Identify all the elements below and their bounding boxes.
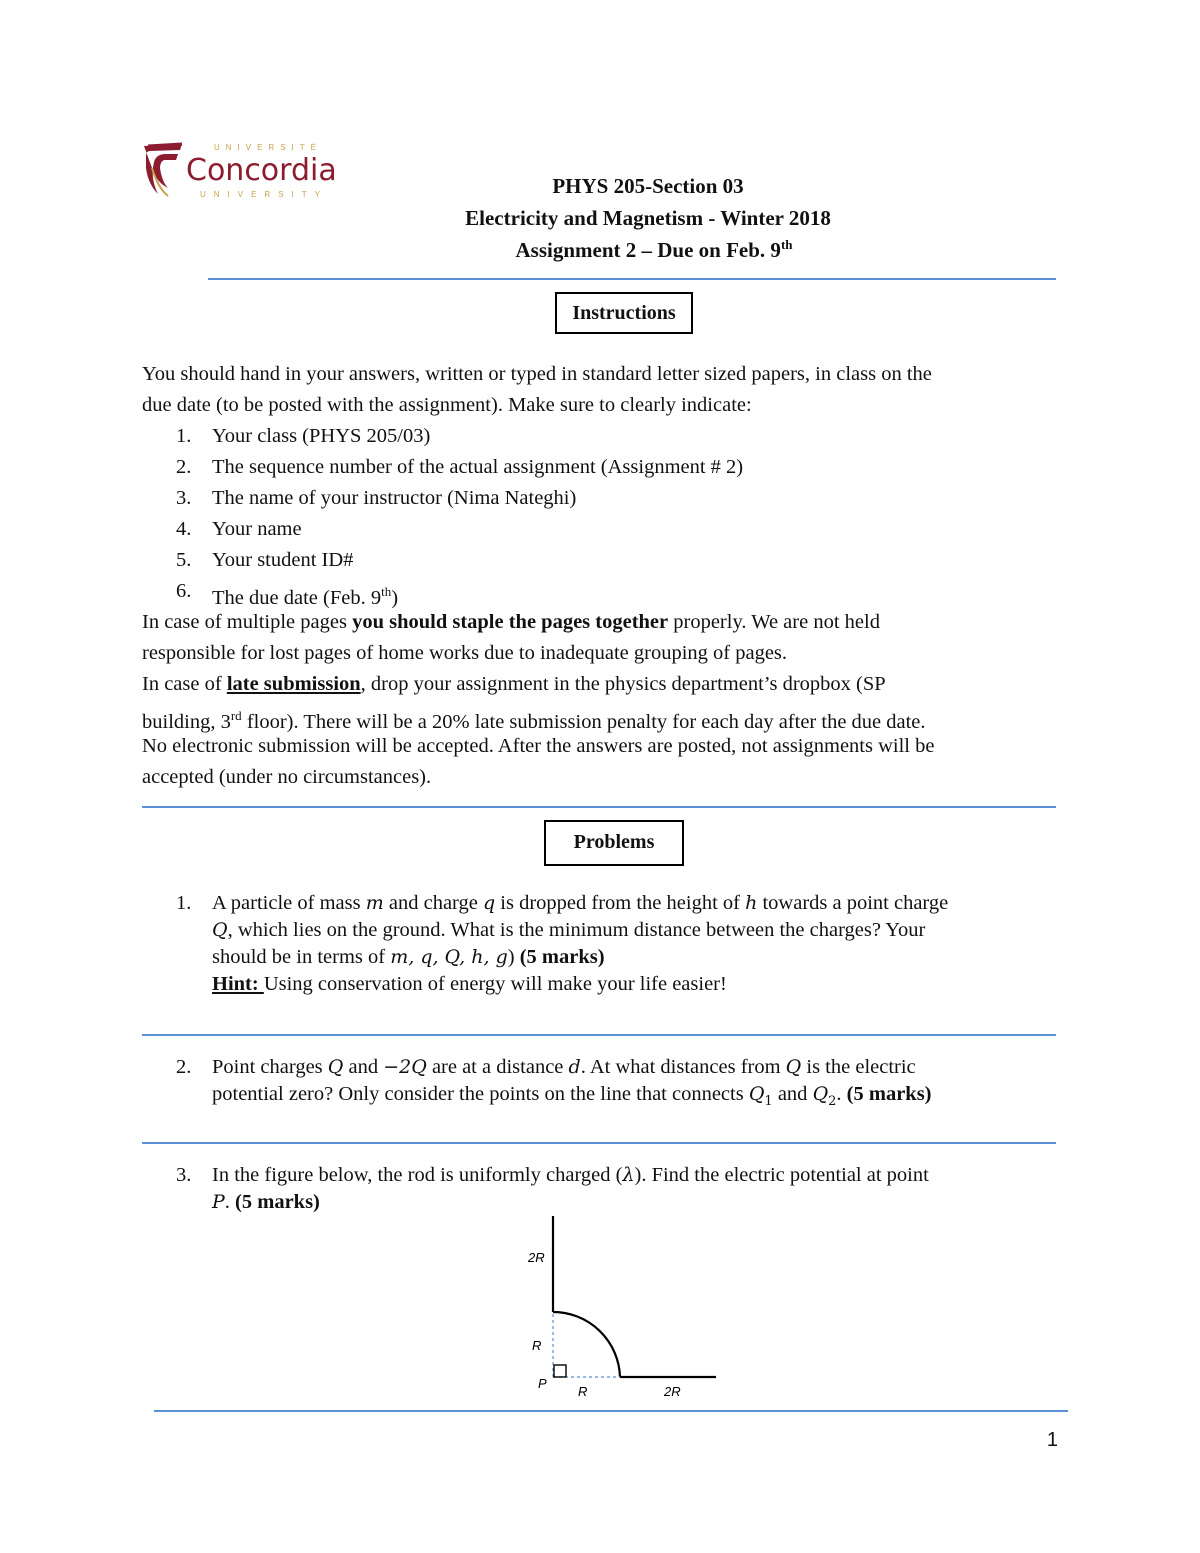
problem-3-body [212,1162,1072,1216]
list-item-num: 6. [176,580,192,602]
label-2R-vertical: 2R [528,1250,545,1265]
list-item-num: 3. [176,487,192,509]
p1-l1d: towards a point charge [757,892,949,914]
p3-l2b: . [224,1191,236,1213]
p3-marks: (5 marks) [235,1191,320,1213]
page-number: 1 [1046,1429,1058,1451]
list-item-num: 1. [176,425,192,447]
p1-Q: Q [212,919,228,941]
late2-pre: building, 3 [142,710,231,733]
label-R-horizontal: R [578,1384,588,1399]
list-item-num: 5. [176,549,192,571]
due-date-sup: th [381,584,392,599]
late-post: , drop your assignment in the physics department’s dropbox (SP [360,673,886,695]
assignment-due [54,237,1200,263]
p2-sub-1: 1 [764,1094,773,1110]
logo-top-text: UNIVERSITÉ [213,143,323,152]
right-angle-marker [554,1365,566,1377]
logo-name: Concordia [186,153,337,188]
label-R-vertical: R [532,1338,542,1353]
due-date-text: The due date (Feb. 9 [212,586,382,609]
problem-1-line-2 [212,917,1072,944]
p2-marks: (5 marks) [846,1083,932,1105]
late-line [142,669,886,700]
p2-d: d [568,1056,581,1078]
problem-3-line-1 [212,1162,1072,1189]
staple-line-2: responsible for lost pages of home works due to inadequate grouping of pages. [142,642,788,664]
p2-Q-2: Q [812,1083,829,1105]
p1-hint-text: Using conservation of energy will make your life easier! [263,973,727,995]
late-pre: In case of [142,673,227,695]
course-subject: Electricity and Magnetism - Winter 2018 [465,206,831,230]
instructions-intro-1: You should hand in your answers, written or typed in standard letter sized papers, in class on the [142,363,932,385]
problem-2-line-2 [212,1081,1072,1115]
staple-bold: you should staple the pages together [352,611,669,633]
late-bold: late submission [226,673,361,695]
footer-divider [154,1410,1068,1412]
staple-post: properly. We are not held [668,611,880,633]
problem-1 [176,890,1076,1010]
p2-l1b: are at a distance [426,1056,569,1078]
p3-lambda: λ [622,1164,635,1186]
list-item-num: 2. [176,456,192,478]
p1-l2: , which lies on the ground. What is the minimum distance between the charges? Your [227,919,926,941]
logo-bottom-text: UNIVERSITY [199,190,329,199]
p2-Q2: Q [785,1056,802,1078]
course-title: PHYS 205-Section 03 [552,174,744,198]
p2-sub-2: 2 [828,1094,837,1110]
p2-m2Q: −2Q [383,1056,427,1078]
rod-figure [520,1210,730,1410]
p1-l3a: should be in terms of [212,946,391,968]
list-item-text: The sequence number of the actual assignment (Assignment # 2) [212,456,744,478]
list-item-text: Your class (PHYS 205/03) [212,425,431,447]
late2-sup: rd [230,708,242,723]
problem-1-line-1 [212,890,1072,917]
p1-hint-label: Hint: [212,973,264,995]
quarter-arc [553,1312,620,1377]
assignment-due-text: Assignment 2 – Due on Feb. 9 [515,238,781,262]
p2-dot: . [836,1083,847,1105]
instructions-intro-2: due date (to be posted with the assignment). Make sure to clearly indicate: [142,394,752,416]
p1-l3-math: m, q, Q, h, g [390,946,508,968]
list-item-text: The name of your instructor (Nima Nateghi) [212,487,577,509]
problem-2-line-1 [212,1054,1072,1081]
list-item-num: 4. [176,518,192,540]
label-2R-horizontal: 2R [664,1384,681,1399]
late-line-3: No electronic submission will be accepted. After the answers are posted, not assignments will be [142,735,935,757]
problem-1-hint [212,971,1072,998]
instructions-divider [142,806,1056,808]
problem-2-body [212,1054,1072,1115]
p1-h: h [745,892,758,914]
p3-l1b: ). Find the electric potential at point [634,1164,929,1186]
p1-l1a: A particle of mass [212,892,366,914]
p1-marks: (5 marks) [519,946,605,968]
label-P: P [538,1376,547,1391]
staple-line [142,607,880,638]
p1-m: m [365,892,384,914]
p1-l3b: ) [507,946,520,968]
list-item-text: Your name [212,518,302,540]
p2-l1a: Point charges [212,1056,328,1078]
problem-3-num: 3. [176,1164,192,1186]
problem-2 [176,1054,1076,1114]
p2-and2: and [772,1083,813,1105]
p3-l1a: In the figure below, the rod is uniformly charged ( [212,1164,623,1186]
p2-Q: Q [327,1056,344,1078]
p2-Q-1: Q [748,1083,765,1105]
p2-l2a: potential zero? Only consider the points on the line that connects [212,1083,749,1105]
p3-P: P [212,1191,225,1213]
p1-l1b: and charge [383,892,483,914]
late-line-4: accepted (under no circumstances). [142,766,432,788]
list-item-text: Your student ID# [212,549,354,571]
problem-2-num: 2. [176,1056,192,1078]
problem-2-divider [142,1142,1056,1144]
late2-post: floor). There will be a 20% late submission penalty for each day after the due date. [241,710,926,733]
problem-1-num: 1. [176,892,192,914]
assignment-due-sup: th [780,237,793,252]
problem-1-divider [142,1034,1056,1036]
staple-pre: In case of multiple pages [142,611,353,633]
p2-l1c: . At what distances from [580,1056,786,1078]
problem-1-line-3 [212,944,1072,971]
p2-and: and [343,1056,384,1078]
p1-l1c: is dropped from the height of [495,892,746,914]
p2-l1d: is the electric [801,1056,916,1078]
due-date-end: ) [391,586,399,609]
instructions-title: Instructions [555,292,693,334]
problem-1-body [212,890,1072,998]
header-divider [208,278,1056,280]
problems-title: Problems [544,820,684,866]
p1-q: q [482,892,496,914]
